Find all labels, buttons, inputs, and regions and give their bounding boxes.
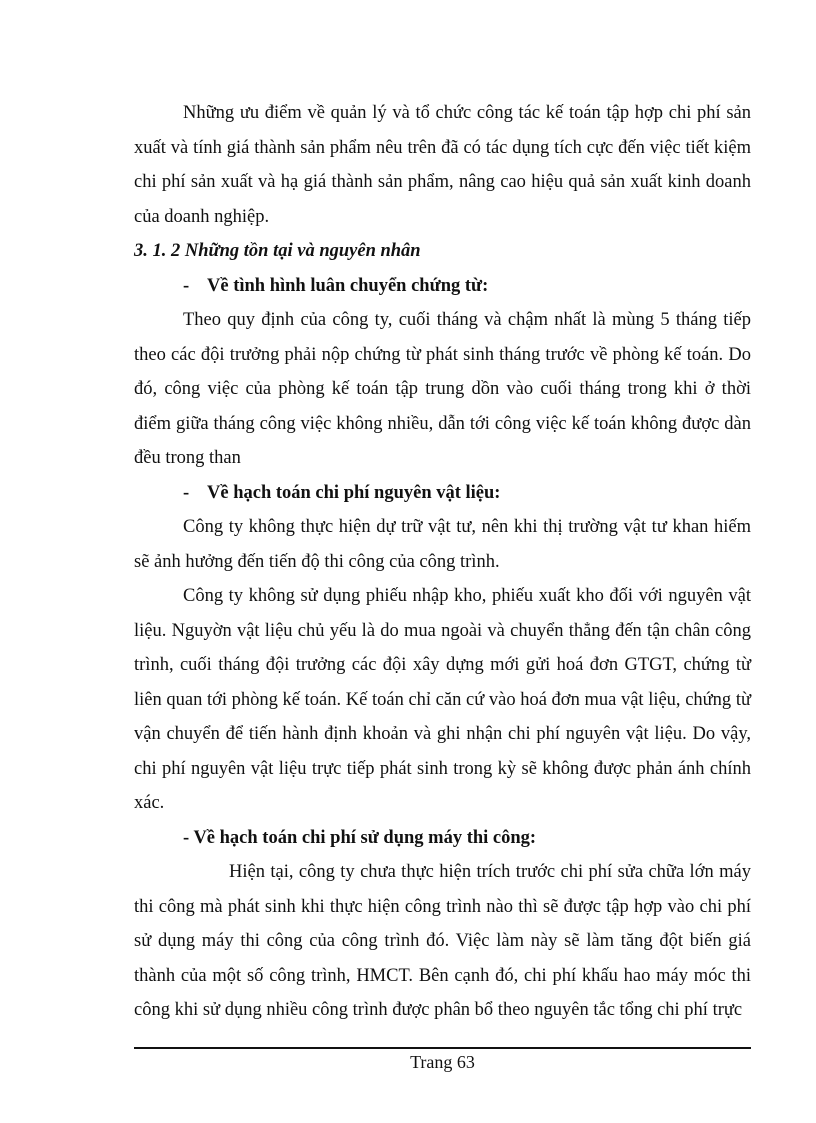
- section-heading: 3. 1. 2 Những tồn tại và nguyên nhân: [134, 241, 421, 261]
- paragraph-materials-invoices: Công ty không sử dụng phiếu nhập kho, phiếu xuất kho đối với nguyên vật liệu. Nguyờn vật liệu chủ yếu là do mua ngoài và chuyển thẳng đến tận chân công trình, cuối tháng đội trưởng các đội xây dựng mới gửi hoá đơn GTGT, chứng từ liên quan tới phòng kế toán. Kế toán chỉ căn cứ vào hoá đơn mua vật liệu, chứng từ vận chuyển để tiến hành định khoản và ghi nhận chi phí nguyên vật liệu. Do vậy, chi phí nguyên vật liệu trực tiếp phát sinh trong kỳ sẽ không được phản ánh chính xác.: [134, 586, 751, 813]
- page-number: Trang 63: [410, 1052, 475, 1072]
- paragraph-advantages: Những ưu điểm về quản lý và tổ chức công tác kế toán tập hợp chi phí sản xuất và tính giá thành sản phẩm nêu trên đã có tác dụng tích cực đến việc tiết kiệm chi phí sản xuất và hạ giá thành sản phẩm, nâng cao hiệu quả sản xuất kinh doanh của doanh nghiệp.: [134, 103, 751, 227]
- footer-divider: [134, 1047, 751, 1049]
- bullet-materials: [134, 476, 751, 511]
- page-body: [134, 96, 751, 1028]
- bullet-dash: -: [183, 482, 190, 503]
- bullet-document-flow-label: Về tình hình luân chuyển chứng từ:: [207, 275, 489, 296]
- bullet-machines: - Về hạch toán chi phí sử dụng máy thi công:: [183, 827, 537, 848]
- paragraph-materials-reserve: Công ty không thực hiện dự trữ vật tư, nên khi thị trường vật tư khan hiếm sẽ ảnh hưởng đến tiến độ thi công của công trình.: [134, 517, 751, 572]
- bullet-dash: -: [183, 275, 190, 296]
- bullet-materials-label: Về hạch toán chi phí nguyên vật liệu:: [207, 482, 501, 503]
- bullet-document-flow: [134, 269, 751, 304]
- paragraph-document-flow: Theo quy định của công ty, cuối tháng và chậm nhất là mùng 5 tháng tiếp theo các đội trưởng phải nộp chứng từ phát sinh tháng trước về phòng kế toán. Do đó, công việc của phòng kế toán tập trung dồn vào cuối tháng trong khi ở thời điểm giữa tháng công việc không nhiều, dẫn tới công việc kế toán không được dàn đều trong than: [134, 310, 751, 468]
- paragraph-machines: Hiện tại, công ty chưa thực hiện trích trước chi phí sửa chữa lớn máy thi công mà phát sinh khi thực hiện công trình nào thì sẽ được tập hợp vào chi phí sử dụng máy thi công của công trình đó. Việc làm này sẽ làm tăng đột biến giá thành của một số công trình, HMCT. Bên cạnh đó, chi phí khấu hao máy móc thi công khi sử dụng nhiều công trình được phân bổ theo nguyên tắc tổng chi phí trực: [134, 862, 751, 1020]
